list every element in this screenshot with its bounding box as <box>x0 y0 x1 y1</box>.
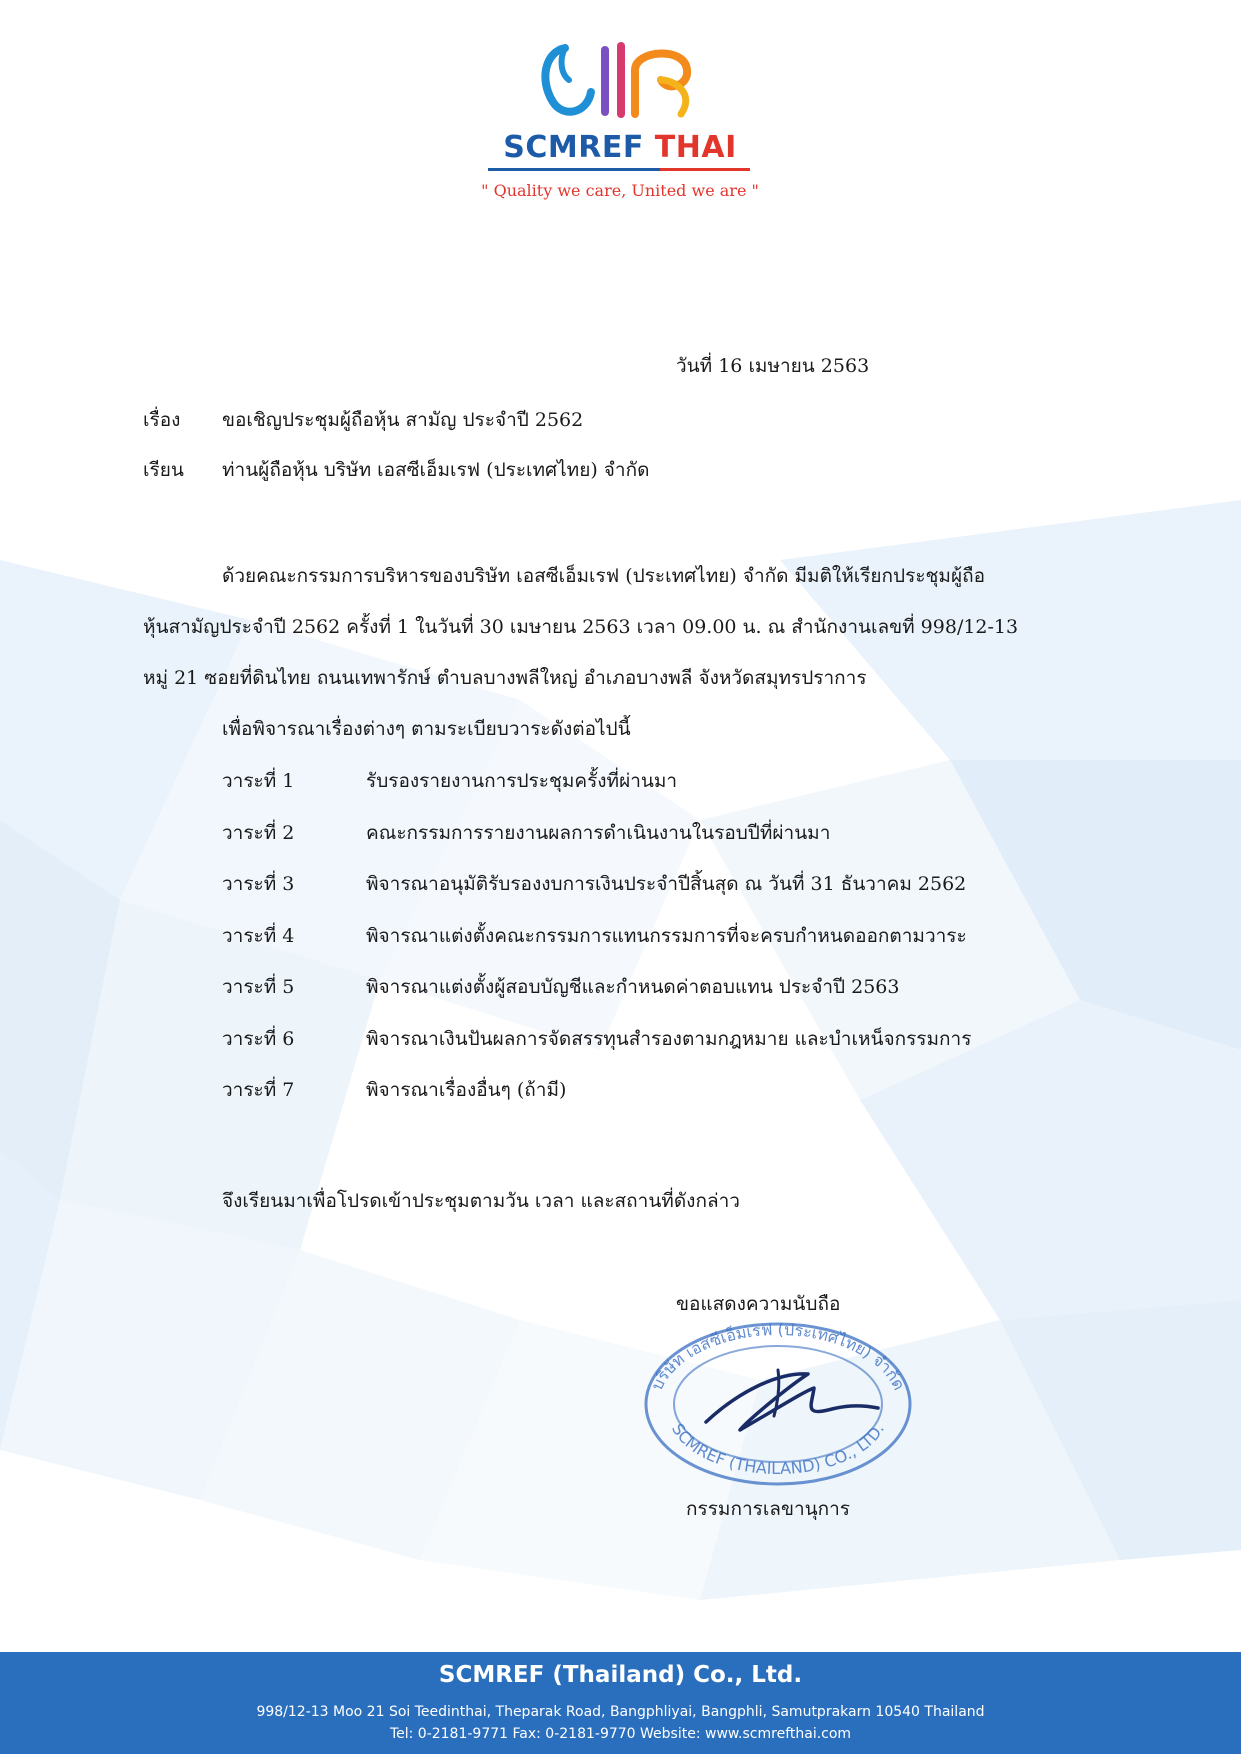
agenda-number: วาระที่ 6 <box>222 1028 295 1050</box>
footer-address: 998/12-13 Moo 21 Soi Teedinthai, Theparak Road, Bangphliyai, Bangphli, Samutprakarn 10540 Thailand <box>256 1704 985 1720</box>
footer-contact: Tel: 0-2181-9771 Fax: 0-2181-9770 Website: www.scmrefthai.com <box>389 1726 852 1742</box>
signer-title: กรรมการเลขานุการ <box>686 1498 850 1520</box>
agenda-text: พิจารณาอนุมัติรับรองงบการเงินประจำปีสิ้นสุด ณ วันที่ 31 ธันวาคม 2562 <box>366 873 967 895</box>
body-line-3: หมู่ 21 ซอยที่ดินไทย ถนนเทพารักษ์ ตำบลบางพลีใหญ่ อำเภอบางพลี จังหวัดสมุทรปราการ <box>143 667 867 689</box>
seal-text-bottom: SCMREF (THAILAND) CO., LTD. <box>667 1420 888 1479</box>
page-footer <box>0 1652 1241 1754</box>
agenda-number: วาระที่ 1 <box>222 770 295 792</box>
letter-date: วันที่ 16 เมษายน 2563 <box>676 355 870 377</box>
brand-name: SCMREF THAI <box>503 130 737 165</box>
agenda-number: วาระที่ 4 <box>222 925 295 947</box>
footer-company-name: SCMREF (Thailand) Co., Ltd. <box>438 1662 803 1688</box>
agenda-intro: เพื่อพิจารณาเรื่องต่างๆ ตามระเบียบวาระดังต่อไปนี้ <box>222 718 631 740</box>
company-logo-icon <box>535 40 710 125</box>
brand-tagline: " Quality we care, United we are " <box>481 181 759 200</box>
agenda-number: วาระที่ 5 <box>222 976 295 998</box>
company-seal-icon <box>628 1312 928 1487</box>
agenda-text: พิจารณาเงินปันผลการจัดสรรทุนสำรองตามกฎหมาย และบำเหน็จกรรมการ <box>366 1028 972 1050</box>
agenda-text: คณะกรรมการรายงานผลการดำเนินงานในรอบปีที่ผ่านมา <box>366 822 831 844</box>
agenda-text: รับรองรายงานการประชุมครั้งที่ผ่านมา <box>366 770 678 792</box>
body-line-2: หุ้นสามัญประจำปี 2562 ครั้งที่ 1 ในวันที่ 30 เมษายน 2563 เวลา 09.00 น. ณ สำนักงานเลขที่ 998/12-13 <box>143 616 1019 638</box>
brand-underline <box>488 168 750 171</box>
recipient-text: ท่านผู้ถือหุ้น บริษัท เอสซีเอ็มเรฟ (ประเทศไทย) จำกัด <box>222 459 650 481</box>
agenda-text: พิจารณาเรื่องอื่นๆ (ถ้ามี) <box>366 1079 567 1101</box>
body-line-1: ด้วยคณะกรรมการบริหารของบริษัท เอสซีเอ็มเรฟ (ประเทศไทย) จำกัด มีมติให้เรียกประชุมผู้ถือ <box>222 565 985 587</box>
recipient-label: เรียน <box>143 459 184 481</box>
closing-text: จึงเรียนมาเพื่อโปรดเข้าประชุมตามวัน เวลา และสถานที่ดังกล่าว <box>222 1190 740 1212</box>
agenda-text: พิจารณาแต่งตั้งผู้สอบบัญชีและกำหนดค่าตอบแทน ประจำปี 2563 <box>366 976 900 998</box>
agenda-text: พิจารณาแต่งตั้งคณะกรรมการแทนกรรมการที่จะครบกำหนดออกตามวาระ <box>366 925 967 947</box>
seal-text-top: บริษัท เอสซีเอ็มเรฟ (ประเทศไทย) จำกัด <box>647 1319 909 1394</box>
subject-text: ขอเชิญประชุมผู้ถือหุ้น สามัญ ประจำปี 2562 <box>222 409 584 431</box>
agenda-number: วาระที่ 2 <box>222 822 295 844</box>
subject-label: เรื่อง <box>143 409 181 431</box>
regards-text: ขอแสดงความนับถือ <box>676 1293 841 1315</box>
agenda-number: วาระที่ 3 <box>222 873 295 895</box>
agenda-number: วาระที่ 7 <box>222 1079 295 1101</box>
